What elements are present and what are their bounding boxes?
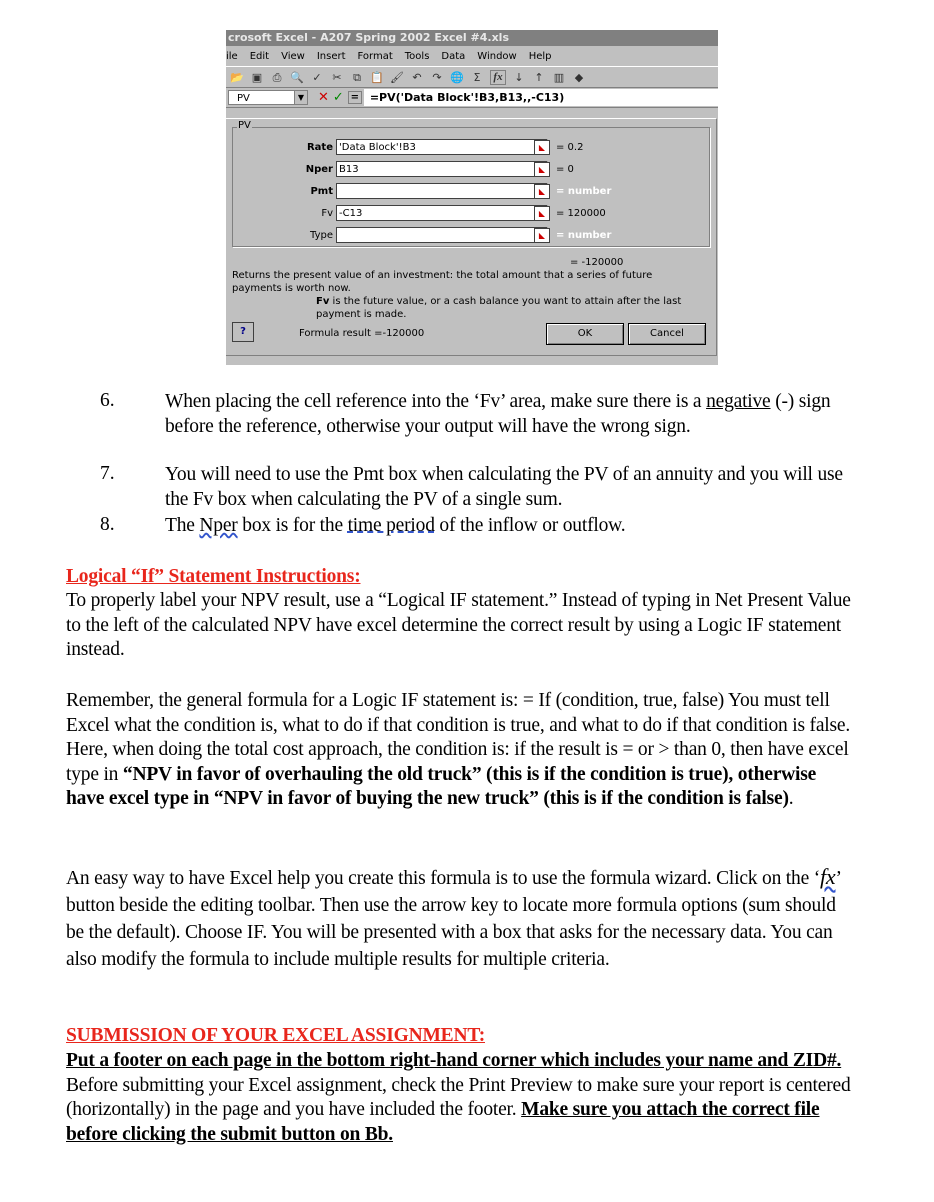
formula-result: Formula result =-120000 [299, 328, 425, 339]
arg-result: = 0 [556, 163, 574, 175]
list-number: 8. [100, 514, 115, 535]
logical-if-heading: Logical “If” Statement Instructions: [66, 566, 361, 587]
spelling-icon[interactable]: ✓ [312, 70, 322, 84]
collapse-dialog-icon[interactable]: ◣ [534, 162, 550, 177]
copy-icon[interactable]: ⧉ [353, 70, 361, 84]
arg-nper [233, 160, 574, 178]
list-number: 6. [100, 390, 115, 411]
window-title: crosoft Excel - A207 Spring 2002 Excel #4.xls [226, 30, 718, 46]
open-icon[interactable]: 📂 [230, 70, 244, 84]
format-painter-icon[interactable]: 🖌 [390, 70, 404, 84]
arg-label: Pmt [310, 185, 333, 197]
logical-if-paragraph-2 [66, 689, 856, 812]
save-icon[interactable]: ▣ [251, 70, 263, 84]
sort-descending-icon[interactable]: ↑ [534, 70, 544, 84]
menu-data[interactable]: Data [441, 51, 466, 62]
text: Nper [199, 515, 238, 536]
enter-icon[interactable]: ✓ [332, 90, 344, 105]
undo-icon[interactable]: ↶ [412, 70, 422, 84]
cancel-icon[interactable]: ✕ [318, 90, 329, 105]
menu-window[interactable]: Window [477, 51, 517, 62]
cancel-button[interactable]: Cancel [628, 323, 706, 345]
menu-help[interactable]: Help [528, 51, 552, 62]
type-input[interactable] [336, 227, 548, 243]
text: An easy way to have Excel help you create this formula is to use the formula wizard. Click on the ‘ [66, 868, 821, 889]
menu-tools[interactable]: Tools [404, 51, 430, 62]
print-icon[interactable]: ⎙ [272, 70, 282, 84]
text: “NPV in favor of overhauling the old truck” (this is if the condition is true), otherwise have excel type in “NPV in favor of buying the new truck” (this is if the condition is false) [66, 763, 817, 809]
rate-input[interactable]: 'Data Block'!B3 [336, 139, 548, 155]
function-description: Returns the present value of an investment: the total amount that a series of future payments is worth now. [232, 270, 653, 294]
print-preview-icon[interactable]: 🔍 [290, 70, 304, 84]
logical-if-paragraph-3 [66, 863, 856, 973]
chevron-down-icon[interactable]: ▼ [294, 90, 308, 105]
argument-group [232, 120, 710, 247]
total-result: = -120000 [570, 257, 624, 268]
arg-result: = number [556, 185, 612, 197]
drawing-icon[interactable]: ◆ [574, 70, 584, 84]
arg-label: Rate [306, 141, 333, 153]
list-item: You will need to use the Pmt box when calculating the PV of an annuity and you will use the Fv box when calculating the PV of a single sum. [165, 464, 843, 510]
arg-pmt [233, 182, 611, 200]
list-item [165, 514, 845, 539]
collapse-dialog-icon[interactable]: ◣ [534, 206, 550, 221]
text: of the inflow or outflow. [434, 515, 626, 536]
excel-screenshot [226, 30, 718, 365]
redo-icon[interactable]: ↷ [432, 70, 442, 84]
autosum-icon[interactable]: Σ [473, 70, 481, 84]
formula-bar [226, 88, 718, 108]
arg-rate [233, 138, 583, 156]
argument-help-name: Fv [316, 296, 330, 307]
text: Make sure you attach the correct file before clicking the submit button on Bb. [66, 1099, 820, 1145]
submission-heading: SUBMISSION OF YOUR EXCEL ASSIGNMENT: [66, 1025, 485, 1046]
collapse-dialog-icon[interactable]: ◣ [534, 228, 550, 243]
menu-file[interactable]: ile [226, 51, 238, 62]
logical-if-paragraph-1: To properly label your NPV result, use a “Logical IF statement.” Instead of typing in Net Present Value to the left of the calculated NPV have excel determine the correct result by using a Logic IF statement instead. [66, 590, 851, 660]
paste-icon[interactable]: 📋 [370, 70, 384, 84]
argument-help-text: is the future value, or a cash balance you want to attain after the last payment is made. [316, 296, 682, 320]
menu-insert[interactable]: Insert [316, 51, 346, 62]
function-wizard-icon[interactable]: fx [490, 70, 506, 85]
fx-symbol: fx [820, 864, 836, 889]
menu-format[interactable]: Format [357, 51, 393, 62]
edit-formula-icon[interactable]: = [348, 91, 362, 104]
chart-wizard-icon[interactable]: ▥ [553, 70, 565, 84]
text: negative [706, 391, 771, 412]
text: ’ button beside the editing toolbar. Then use the arrow key to locate more formula options (sum should be the default). Choose IF. You will be presented with a box that asks for the necessary data. You can also modify the formula to include multiple results for multiple criteria. [66, 868, 841, 970]
toolbar [226, 66, 718, 88]
formula-input[interactable]: =PV('Data Block'!B3,B13,,-C13) [364, 89, 718, 106]
arg-label: Nper [305, 163, 333, 175]
arg-result: = number [556, 229, 612, 241]
list-number: 7. [100, 463, 115, 484]
text: box is for the [237, 515, 348, 536]
group-label: PV [238, 120, 251, 131]
fv-input[interactable]: -C13 [336, 205, 548, 221]
function-arguments-dialog [226, 118, 717, 356]
nper-input[interactable]: B13 [336, 161, 548, 177]
sort-ascending-icon[interactable]: ↓ [514, 70, 524, 84]
submission-paragraph [66, 1049, 856, 1147]
menu-view[interactable]: View [281, 51, 305, 62]
text: Remember, the general formula for a Logic IF statement is: = If (condition, true, false) You must tell Excel what the condition is, what to do if that condition is true, and what to do if that condition is false. Here, when doing the total cost approach, the condition is: if the result is = or > than 0, then have excel type in [66, 690, 851, 785]
menu-bar [226, 48, 718, 66]
text: Put a footer on each page in the bottom right-hand corner which includes your name and ZID#. [66, 1050, 842, 1071]
name-box[interactable]: PV [228, 90, 308, 105]
collapse-dialog-icon[interactable]: ◣ [534, 140, 550, 155]
pmt-input[interactable] [336, 183, 548, 199]
arg-result: = 0.2 [556, 141, 584, 153]
menu-edit[interactable]: Edit [249, 51, 270, 62]
text: (-) sign before the reference, otherwise your output will have the wrong sign. [165, 391, 831, 437]
arg-label: Type [310, 229, 333, 241]
help-icon[interactable]: ? [232, 322, 254, 342]
arg-label: Fv [321, 207, 333, 219]
arg-type [233, 226, 611, 244]
hyperlink-icon[interactable]: 🌐 [450, 70, 464, 84]
argument-help [316, 295, 696, 321]
text: time period [347, 515, 435, 536]
list-item [165, 390, 845, 439]
arg-result: = 120000 [556, 207, 606, 219]
cut-icon[interactable]: ✂ [332, 70, 342, 84]
arg-fv [233, 204, 606, 222]
text: Before submitting your Excel assignment, check the Print Preview to make sure your report is centered (horizontally) in the page and you have included the footer. [66, 1074, 851, 1120]
text: The [165, 515, 200, 536]
ok-button[interactable]: OK [546, 323, 624, 345]
text: . [788, 788, 794, 809]
collapse-dialog-icon[interactable]: ◣ [534, 184, 550, 199]
text: When placing the cell reference into the ‘Fv’ area, make sure there is a [165, 391, 707, 412]
